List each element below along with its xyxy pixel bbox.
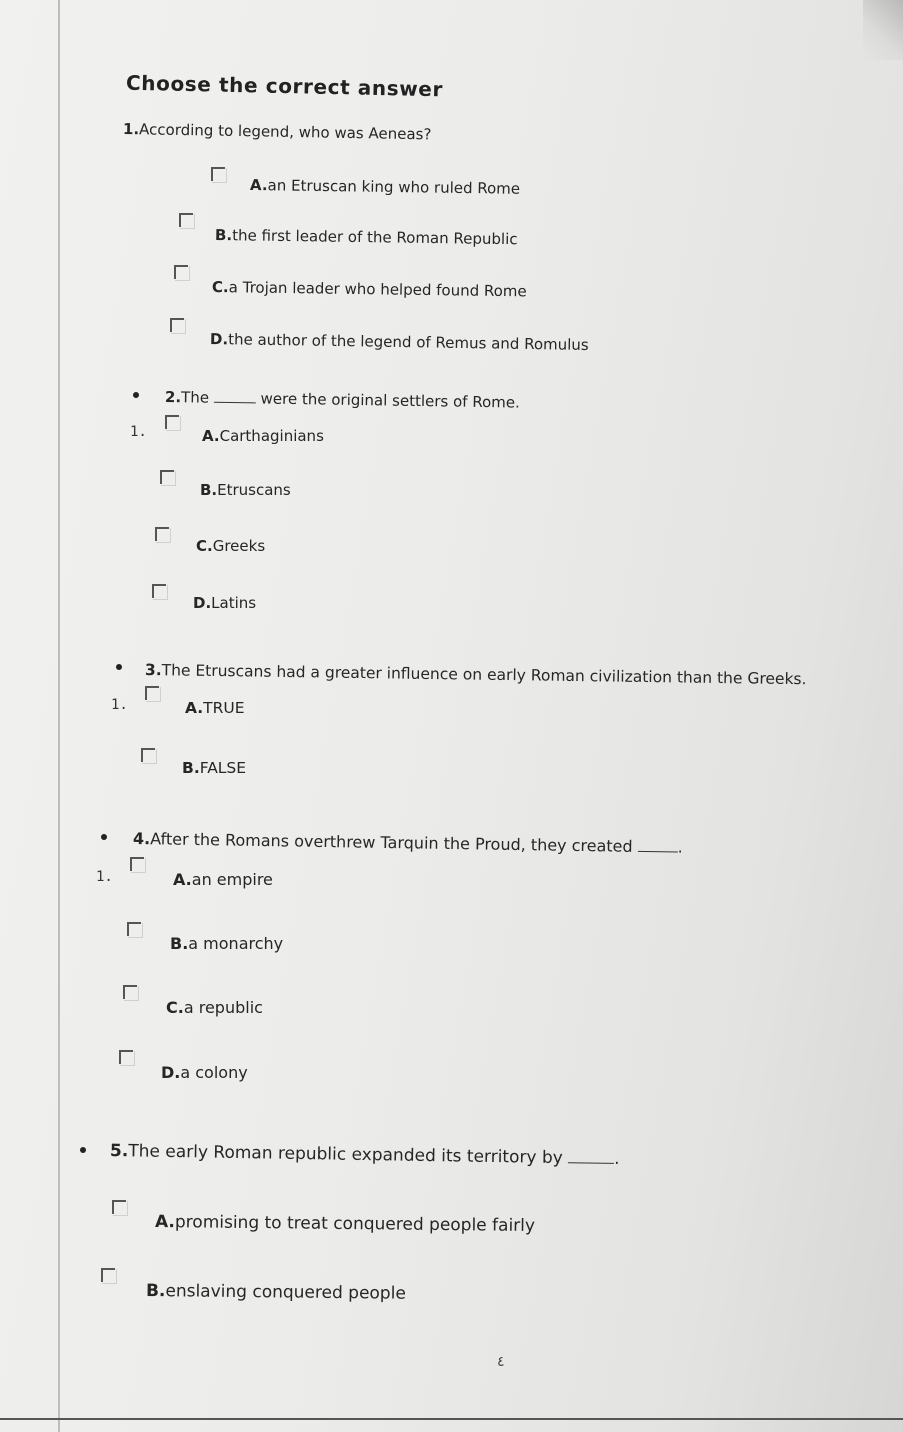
bullet — [116, 664, 122, 670]
checkbox-q4-a[interactable] — [130, 857, 144, 871]
checkbox-q1-d[interactable] — [170, 318, 184, 332]
option-q2-a — [202, 427, 324, 445]
option-text: Etruscans — [217, 481, 291, 499]
option-text: Latins — [211, 594, 257, 612]
list-number: 1. — [130, 424, 147, 440]
question-number: 4. — [132, 829, 151, 849]
checkbox-q4-b[interactable] — [127, 922, 141, 936]
option-q5-b — [146, 1281, 406, 1304]
page-number: ٤ — [497, 1354, 505, 1370]
option-letter: C. — [166, 998, 184, 1017]
checkbox-q3-b[interactable] — [141, 748, 155, 762]
checkbox-q2-d[interactable] — [152, 584, 166, 598]
option-q4-b — [170, 934, 283, 953]
option-letter: B. — [214, 226, 233, 245]
option-letter: B. — [200, 481, 218, 499]
option-q4-c — [166, 998, 263, 1017]
checkbox-q1-a[interactable] — [211, 167, 225, 181]
checkbox-q1-c[interactable] — [174, 265, 188, 279]
checkbox-q4-d[interactable] — [119, 1050, 133, 1064]
option-letter: D. — [193, 594, 212, 612]
option-q2-b — [200, 481, 291, 499]
question-text-before: The — [180, 388, 210, 407]
option-text: promising to treat conquered people fairly — [174, 1212, 536, 1236]
question-5 — [110, 1141, 620, 1169]
question-number: 5. — [109, 1141, 129, 1162]
question-text-after: . — [677, 837, 683, 857]
checkbox-q4-c[interactable] — [123, 985, 137, 999]
question-4 — [133, 829, 683, 857]
option-text: Carthaginians — [219, 427, 324, 445]
option-letter: C. — [211, 278, 229, 297]
bullet — [101, 834, 107, 840]
checkbox-q3-a[interactable] — [145, 686, 159, 700]
question-text-after: were the original settlers of Rome. — [260, 389, 520, 412]
question-text: According to legend, who was Aeneas? — [138, 120, 432, 144]
option-text: a republic — [183, 998, 263, 1017]
page-bottom-edge — [0, 1418, 903, 1420]
option-letter: A. — [173, 870, 192, 889]
option-letter: A. — [185, 699, 204, 717]
checkbox-q5-b[interactable] — [101, 1268, 115, 1282]
checkbox-q1-b[interactable] — [179, 213, 193, 227]
checkbox-q5-a[interactable] — [112, 1200, 126, 1214]
option-text: FALSE — [199, 759, 247, 777]
option-letter: C. — [196, 537, 213, 555]
option-q3-b — [182, 759, 246, 777]
answer-blank — [638, 850, 678, 853]
question-number: 1. — [122, 120, 140, 139]
question-1 — [123, 120, 432, 143]
question-text-before: After the Romans overthrew Tarquin the Proud, they created — [150, 829, 633, 856]
answer-blank — [568, 1161, 614, 1164]
question-text: The Etruscans had a greater influence on early Roman civilization than the Greeks. — [161, 661, 807, 689]
option-text: a colony — [180, 1063, 248, 1082]
option-letter: A. — [249, 176, 268, 195]
question-number: 3. — [144, 661, 162, 680]
option-letter: A. — [154, 1212, 176, 1233]
list-number: 1. — [96, 869, 113, 885]
margin-line — [58, 0, 60, 1432]
option-text: TRUE — [203, 699, 245, 717]
option-q1-d — [210, 330, 589, 354]
option-text: an empire — [191, 870, 273, 889]
answer-blank — [214, 401, 256, 404]
option-q1-b — [215, 226, 518, 248]
option-q5-a — [155, 1212, 535, 1236]
option-q4-d — [161, 1063, 248, 1082]
page-fold — [863, 0, 903, 60]
checkbox-q2-c[interactable] — [155, 527, 169, 541]
option-q2-d — [193, 594, 256, 612]
question-2 — [165, 388, 520, 412]
bullet — [80, 1147, 86, 1153]
option-text: a monarchy — [188, 934, 284, 953]
option-letter: B. — [170, 934, 189, 953]
checkbox-q2-a[interactable] — [165, 415, 179, 429]
option-text: a Trojan leader who helped found Rome — [228, 278, 527, 301]
option-letter: A. — [202, 427, 220, 445]
checkbox-q2-b[interactable] — [160, 470, 174, 484]
option-q2-c — [196, 537, 265, 555]
bullet — [133, 392, 139, 398]
option-text: enslaving conquered people — [165, 1281, 406, 1304]
list-number: 1. — [111, 697, 128, 713]
question-text-before: The early Roman republic expanded its territory by — [128, 1141, 563, 1169]
option-letter: B. — [182, 759, 200, 777]
page-title: Choose the correct answer — [125, 70, 444, 102]
option-letter: D. — [161, 1063, 181, 1082]
question-text-after: . — [613, 1148, 620, 1170]
option-text: the author of the legend of Remus and Romulus — [228, 330, 589, 354]
option-q1-c — [212, 278, 527, 300]
option-text: the first leader of the Roman Republic — [232, 226, 518, 249]
option-q3-a — [185, 699, 245, 717]
question-3 — [145, 661, 807, 688]
option-q4-a — [173, 870, 273, 889]
option-text: Greeks — [212, 537, 266, 555]
option-text: an Etruscan king who ruled Rome — [267, 176, 521, 198]
option-q1-a — [250, 176, 520, 198]
question-number: 2. — [164, 388, 182, 407]
option-letter: B. — [145, 1281, 166, 1302]
option-letter: D. — [209, 330, 229, 349]
